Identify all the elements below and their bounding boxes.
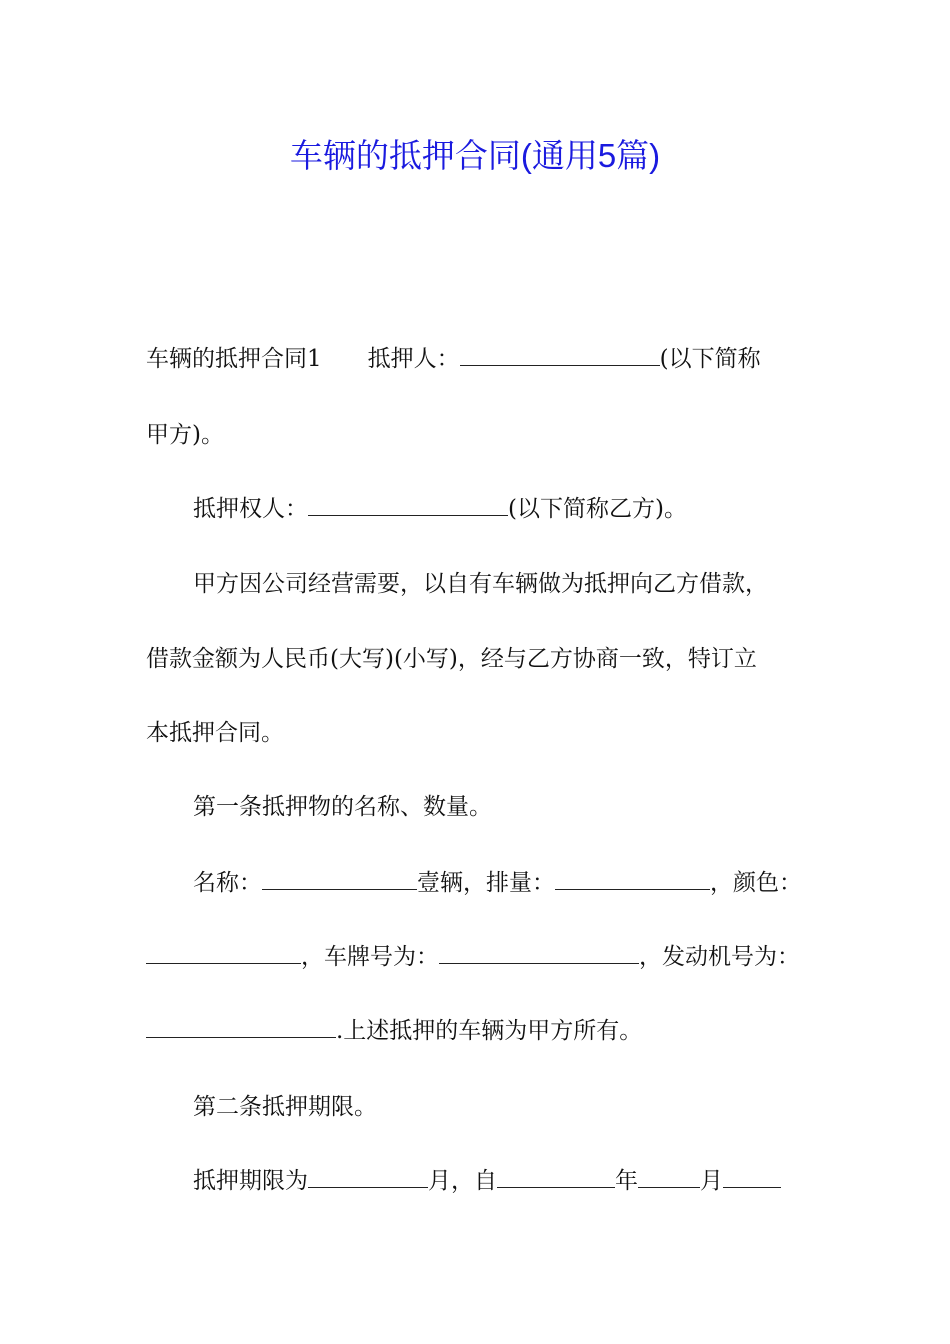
text: 甲方)。 — [146, 422, 224, 448]
paragraph-line — [146, 718, 816, 748]
text: 月，自 — [428, 1168, 497, 1194]
text: ，车牌号为： — [301, 944, 439, 970]
text: (以下简称乙方)。 — [508, 496, 687, 522]
blank-field — [638, 1167, 700, 1188]
paragraph-line — [193, 1092, 863, 1122]
paragraph-line — [146, 420, 816, 450]
text: (以下简称 — [659, 346, 761, 372]
text: 抵押期限为 — [193, 1168, 308, 1194]
paragraph-line — [146, 1016, 816, 1046]
blank-field — [497, 1167, 615, 1188]
document-title: 车辆的抵押合同(通用5篇) — [289, 137, 661, 174]
blank-field — [308, 495, 508, 516]
blank-field — [723, 1167, 781, 1188]
blank-field — [146, 1017, 336, 1038]
text: 甲方因公司经营需要，以自有车辆做为抵押向乙方借款， — [193, 571, 768, 597]
text: .上述抵押的车辆为甲方所有。 — [336, 1018, 643, 1044]
text: 壹辆，排量： — [417, 870, 555, 896]
blank-field — [555, 869, 710, 890]
paragraph-line — [193, 569, 863, 599]
paragraph-line — [146, 644, 816, 674]
text: ，颜色： — [710, 870, 802, 896]
text: 抵押人： — [367, 346, 460, 372]
blank-field — [460, 345, 660, 366]
text: 本抵押合同。 — [146, 720, 284, 746]
text: 第一条抵押物的名称、数量。 — [193, 794, 492, 820]
blank-field — [146, 943, 301, 964]
paragraph-line — [193, 868, 863, 898]
text: 年 — [615, 1168, 638, 1194]
section-heading: 车辆的抵押合同1 — [146, 346, 322, 372]
text: 借款金额为人民币(大写)(小写)，经与乙方协商一致，特订立 — [146, 646, 757, 672]
text: 名称： — [193, 870, 262, 896]
paragraph-line — [193, 792, 863, 822]
text: 第二条抵押期限。 — [193, 1094, 377, 1120]
paragraph-line — [193, 1166, 863, 1196]
text: 月 — [700, 1168, 723, 1194]
blank-field — [262, 869, 417, 890]
paragraph-line — [146, 942, 816, 972]
blank-field — [308, 1167, 428, 1188]
paragraph-line — [193, 494, 863, 524]
blank-field — [439, 943, 639, 964]
paragraph-line — [146, 344, 816, 374]
text: 抵押权人： — [193, 496, 308, 522]
text: ，发动机号为： — [639, 944, 800, 970]
